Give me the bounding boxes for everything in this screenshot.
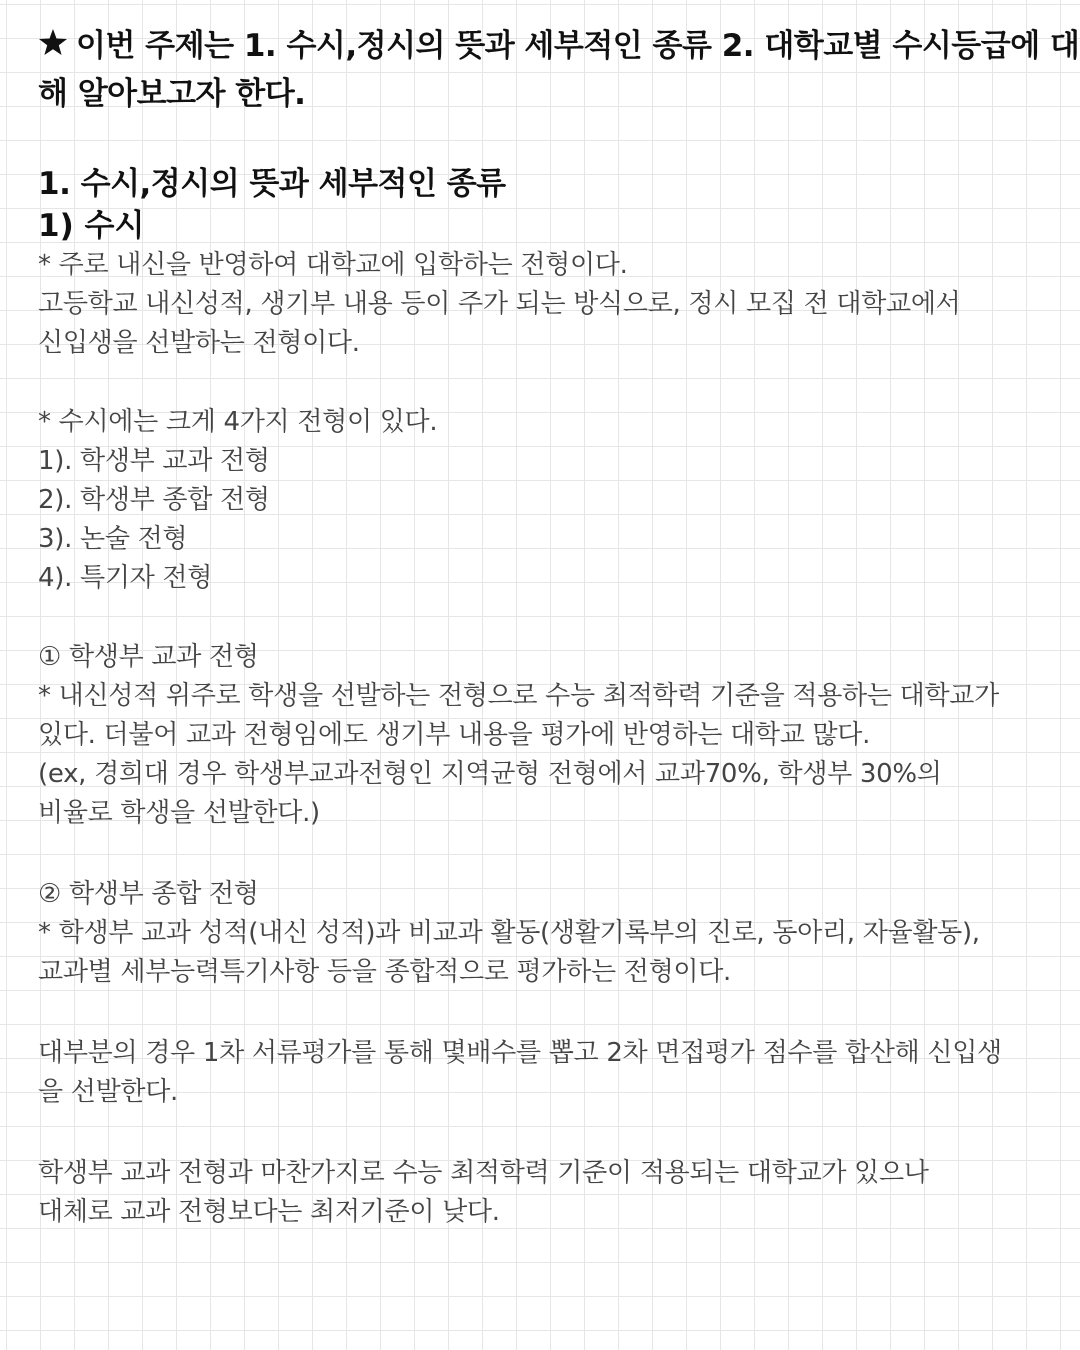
definition-line: 신입생을 선발하는 전형이다.	[38, 328, 360, 358]
types-list-item: 1). 학생부 교과 전형	[38, 446, 270, 476]
type2-para3-line: 학생부 교과 전형과 마찬가지로 수능 최적학력 기준이 적용되는 대학교가 있으나	[38, 1158, 929, 1188]
intro-text-1: 이번 주제는 1. 수시,정시의 뜻과 세부적인 종류 2. 대학교별 수시등급에 대	[76, 28, 1080, 64]
types-list-item: 4). 특기자 전형	[38, 563, 213, 593]
type2-para2-line: 을 선발한다.	[38, 1077, 179, 1107]
type1-line: * 내신성적 위주로 학생을 선발하는 전형으로 수능 최적학력 기준을 적용하는 대학교가	[38, 681, 999, 711]
types-list-item: 3). 논술 전형	[38, 524, 188, 554]
intro-line-2: 해 알아보고자 한다.	[38, 76, 306, 112]
type1-block	[38, 638, 1048, 833]
intro-line-1	[38, 22, 1080, 70]
types-list-item: 2). 학생부 종합 전형	[38, 485, 270, 515]
type1-line: 있다. 더불어 교과 전형임에도 생기부 내용을 평가에 반영하는 대학교 많다.	[38, 720, 871, 750]
types-list	[38, 403, 1048, 598]
definition-line: 고등학교 내신성적, 생기부 내용 등이 주가 되는 방식으로, 정시 모집 전 대학교에서	[38, 289, 961, 319]
definition-line: * 주로 내신을 반영하여 대학교에 입학하는 전형이다.	[38, 250, 628, 280]
definition-paragraph	[38, 246, 1048, 363]
type1-title: ① 학생부 교과 전형	[38, 642, 259, 672]
type1-line: (ex, 경희대 경우 학생부교과전형인 지역균형 전형에서 교과70%, 학생부 30%의	[38, 759, 942, 789]
document-page	[38, 22, 1080, 1232]
star-icon	[38, 22, 68, 70]
type2-line: 교과별 세부능력특기사항 등을 종합적으로 평가하는 전형이다.	[38, 957, 732, 987]
type1-line: 비율로 학생을 선발한다.)	[38, 798, 320, 828]
section-subheading: 1) 수시	[38, 208, 145, 244]
type2-paragraph-3	[38, 1154, 1048, 1232]
type2-para3-line: 대체로 교과 전형보다는 최저기준이 낮다.	[38, 1197, 500, 1227]
type2-paragraph-2	[38, 1034, 1048, 1112]
intro-paragraph	[38, 22, 1080, 118]
type2-block	[38, 875, 1048, 992]
section-heading: 1. 수시,정시의 뜻과 세부적인 종류	[38, 166, 506, 202]
type2-title: ② 학생부 종합 전형	[38, 879, 259, 909]
type2-line: * 학생부 교과 성적(내신 성적)과 비교과 활동(생활기록부의 진로, 동아리, 자율활동),	[38, 918, 980, 948]
type2-para2-line: 대부분의 경우 1차 서류평가를 통해 몇배수를 뽑고 2차 면접평가 점수를 합산해 신입생	[38, 1038, 1002, 1068]
types-intro: * 수시에는 크게 4가지 전형이 있다.	[38, 407, 438, 437]
